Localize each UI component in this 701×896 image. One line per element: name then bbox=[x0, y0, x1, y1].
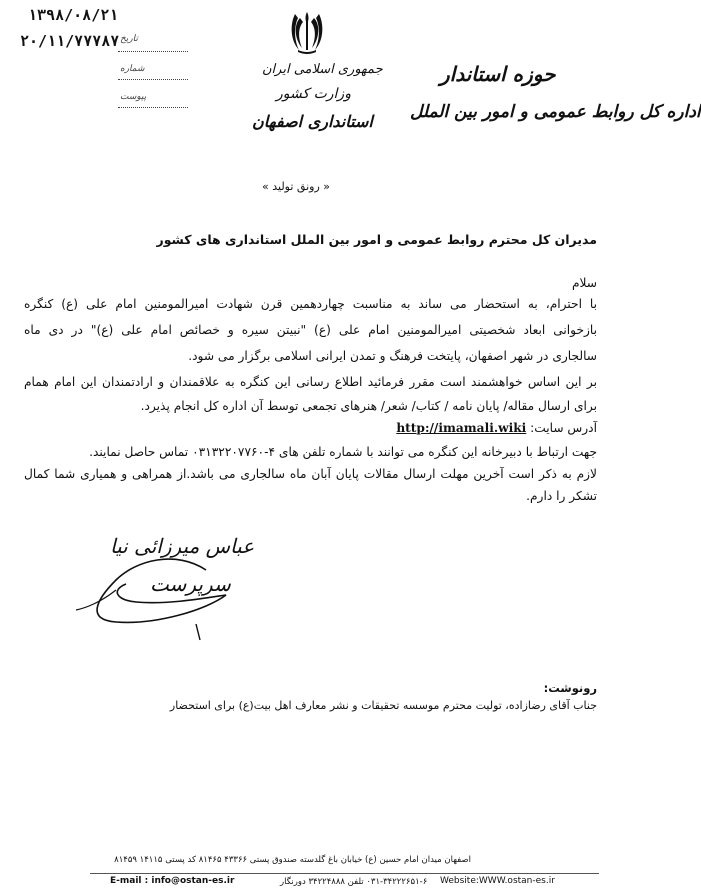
footer-divider bbox=[90, 873, 599, 874]
recipient-line: مدیران کل محترم روابط عمومی و امور بین الملل استانداری های کشور bbox=[156, 232, 597, 247]
body-paragraph-line-4: بر این اساس خواهشمند است مقرر فرمائید اطلاع رسانی این کنگره به علاقمندان و ارادتمندان این امام همام bbox=[24, 375, 597, 389]
date-underline bbox=[118, 50, 188, 52]
emblem-line-republic: جمهوری اسلامی ایران bbox=[262, 62, 383, 77]
body-paragraph-line-1: با احترام، به استحضار می ساند به مناسبت چهاردهمین قرن شهادت امیرالمومنین امام علی (ع) کنگره bbox=[24, 297, 597, 311]
footer-website: Website:WWW.ostan-es.ir bbox=[440, 876, 555, 886]
footer-email: E-mail : info@ostan-es.ir bbox=[110, 876, 235, 886]
signatory-name: عباس میرزائی نیا bbox=[110, 534, 255, 558]
signatory-role: سرپرست bbox=[150, 572, 231, 596]
iran-emblem-icon bbox=[290, 10, 324, 56]
greeting: سلام bbox=[571, 276, 597, 290]
cc-label: رونوشت: bbox=[543, 681, 597, 695]
deadline-line: لازم به ذکر است آخرین مهلت ارسال مقالات پایان آبان ماه سالجاری می باشد.از همراهی و همیاری شما کمال bbox=[24, 467, 597, 481]
date-label: تاریخ bbox=[120, 34, 138, 44]
attachment-label: پیوست bbox=[120, 92, 147, 102]
contact-line: جهت ارتباط با دبیرخانه این کنگره می توانند با شماره تلفن های ۴-۰۳۱۳۲۲۰۷۷۶۰ تماس حاصل نمایند. bbox=[89, 445, 597, 459]
attachment-underline bbox=[118, 106, 188, 108]
emblem-line-ministry: وزارت کشور bbox=[276, 86, 351, 102]
body-paragraph-line-5: برای ارسال مقاله/ پایان نامه / کتاب/ شعر/ هنرهای تجمعی توسط آن اداره کل انجام پذیرد. bbox=[140, 399, 597, 413]
website-link[interactable]: http://imamali.wiki bbox=[396, 421, 527, 435]
slogan: « رونق تولید » bbox=[262, 180, 330, 193]
website-label: آدرس سایت: bbox=[530, 421, 597, 435]
emblem-line-governorate: استانداری اصفهان bbox=[252, 112, 373, 131]
letter-number: ۲۰/۱۱/۷۷۷۸۷ bbox=[20, 32, 120, 50]
office-subtitle: اداره کل روابط عمومی و امور بین الملل bbox=[410, 102, 701, 122]
number-label: شماره bbox=[120, 64, 145, 74]
office-title: حوزه استاندار bbox=[440, 62, 556, 86]
handwritten-signature-icon bbox=[56, 540, 236, 640]
footer-address: اصفهان میدان امام حسین (ع) خیابان باغ گلدسته صندوق پستی ۴۳۳۶۶ ۸۱۴۶۵ کد پستی ۱۴۱۱۵ ۸۱۴۵۹ bbox=[114, 855, 471, 865]
body-paragraph-line-2: بازخوانی ابعاد شخصیتی امیرالمومنین امام علی (ع) "نبیتن سیره و خصائص امام علی (ع)" در دی ماه bbox=[24, 323, 597, 337]
thanks-line: تشکر را دارم. bbox=[526, 489, 597, 503]
date-value: ۱۳۹۸/۰۸/۲۱ bbox=[28, 6, 119, 24]
website-line bbox=[90, 420, 597, 436]
number-underline bbox=[118, 78, 188, 80]
body-paragraph-line-3: سالجاری در شهر اصفهان، پایتخت فرهنگ و تمدن ایرانی اسلامی برگزار می شود. bbox=[188, 349, 597, 363]
cc-text: جناب آقای رضازاده، تولیت محترم موسسه تحقیقات و نشر معارف اهل بیت(ع) برای استحضار bbox=[169, 699, 597, 712]
footer-phone: ۰۳۱-۳۴۲۲۲۶۵۱-۶ تلفن ۳۴۲۲۴۸۸۸ دورنگار bbox=[280, 877, 428, 887]
